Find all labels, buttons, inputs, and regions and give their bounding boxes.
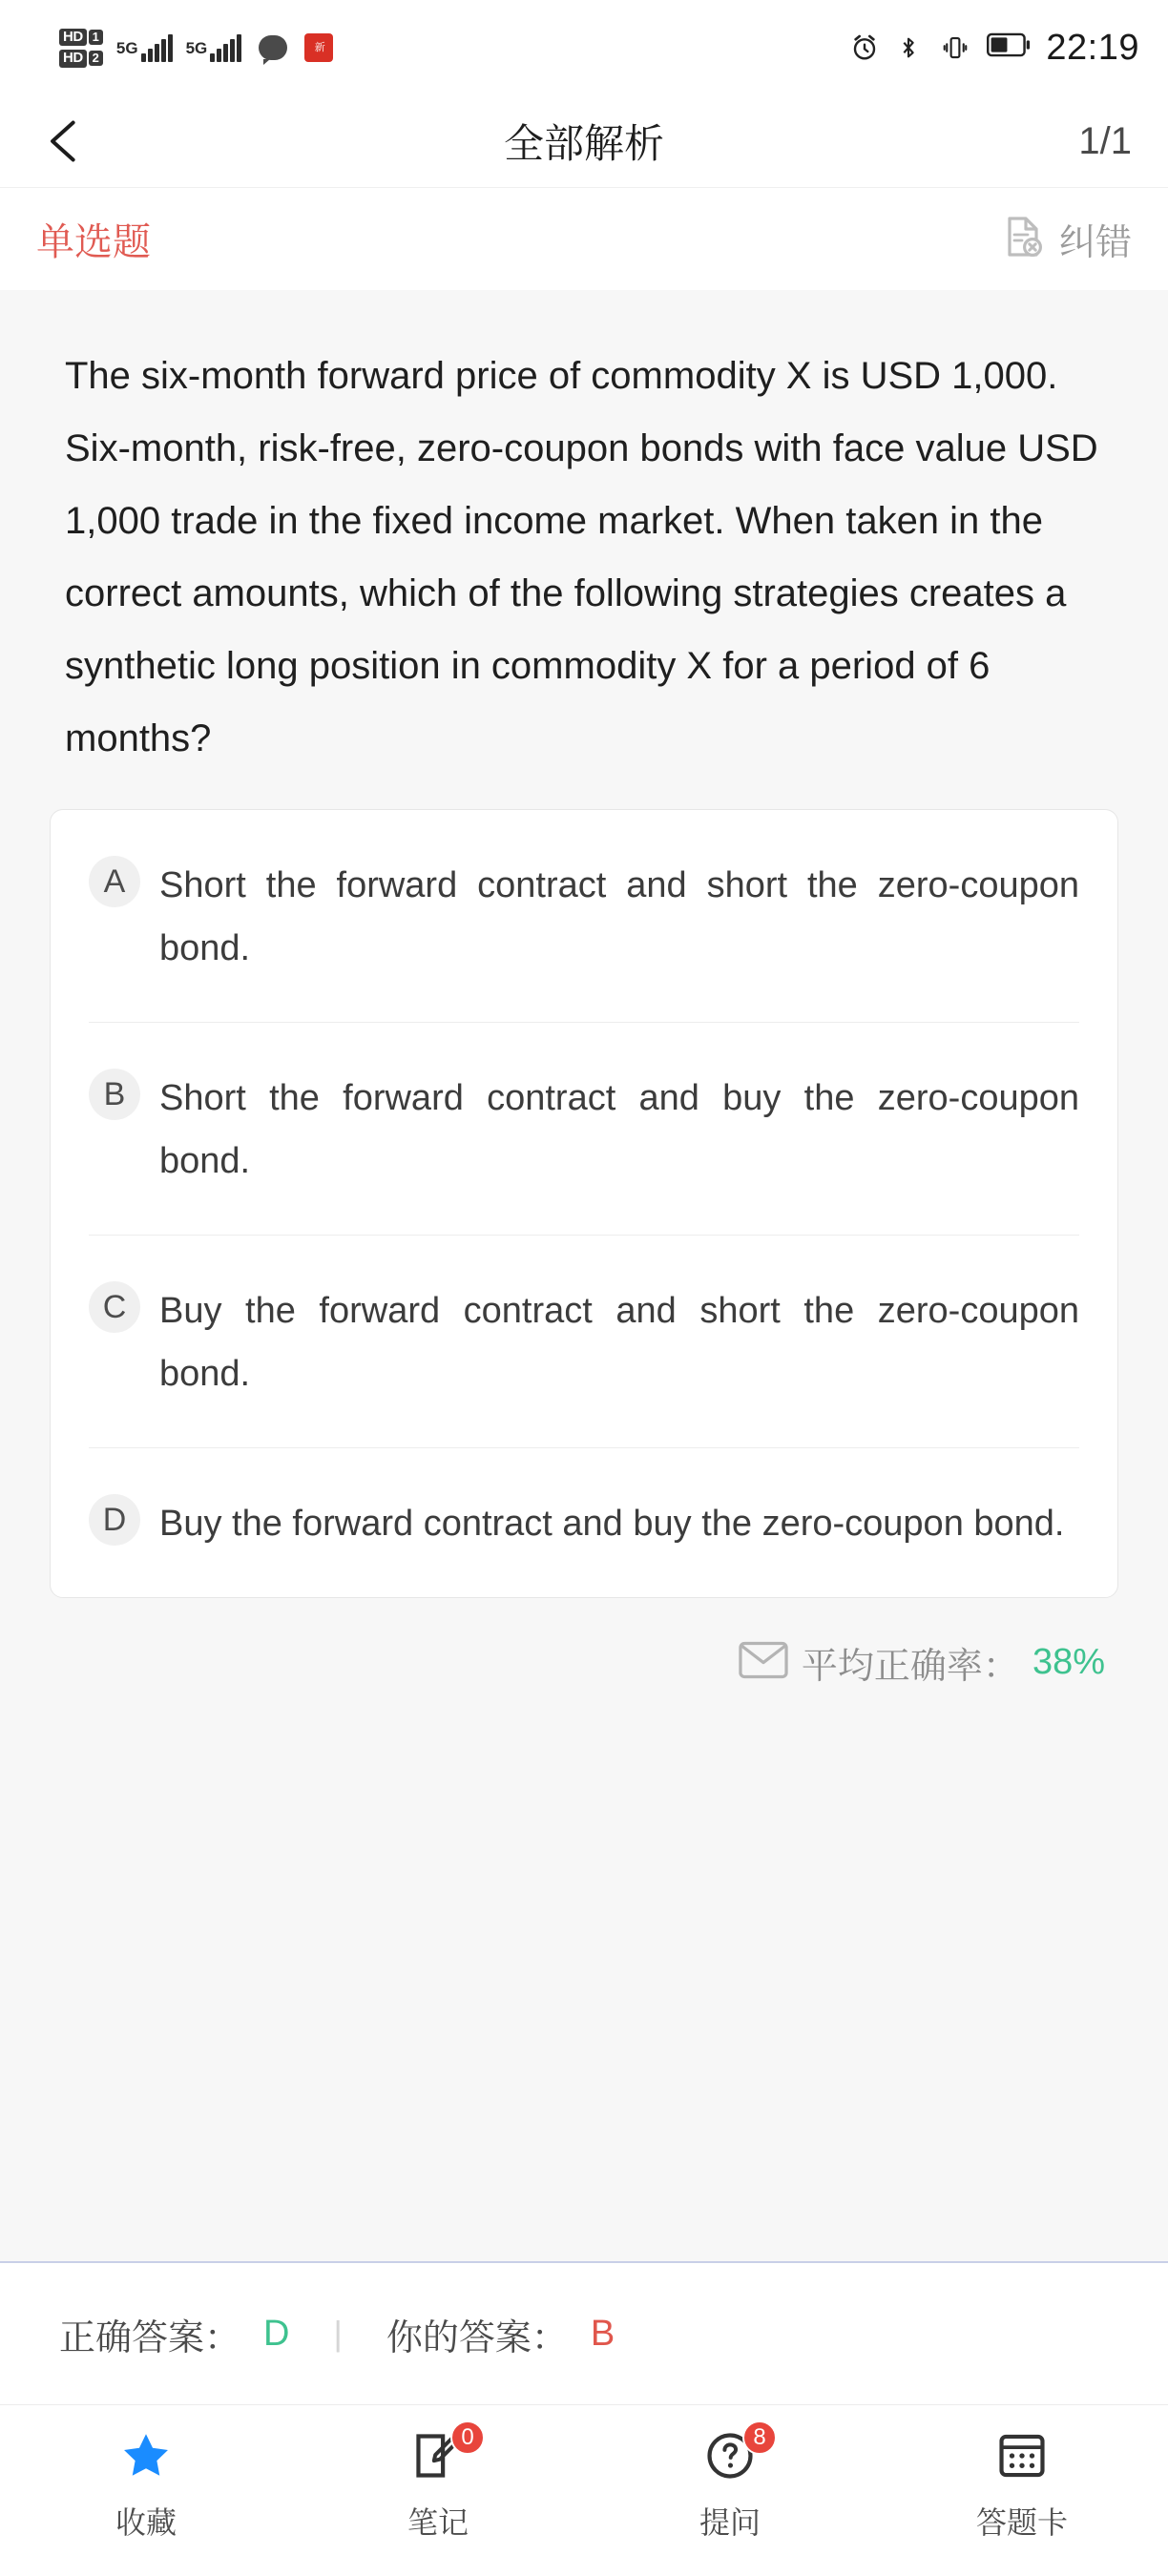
question-counter: 1/1	[1078, 119, 1132, 162]
navigation-bar	[0, 95, 1168, 187]
tab-answer-card-label: 答题卡	[975, 2505, 1068, 2540]
correct-answer-group	[59, 2308, 289, 2360]
hd-badge-2	[59, 50, 103, 68]
signal-bars-icon	[141, 33, 173, 62]
envelope-icon	[739, 1641, 788, 1684]
network-type-label: 5G	[115, 39, 138, 57]
status-bar	[0, 0, 1168, 95]
accuracy-value: 38%	[1032, 1642, 1105, 1682]
alarm-icon	[849, 32, 880, 63]
your-answer-group	[386, 2308, 615, 2360]
option-letter: A	[89, 856, 140, 907]
signal-bars-icon	[210, 33, 241, 62]
hd-badges	[59, 29, 103, 68]
question-scroll-area[interactable]	[0, 290, 1168, 2261]
option-letter: B	[89, 1069, 140, 1120]
status-time: 22:19	[1046, 27, 1139, 68]
bottom-tab-bar	[0, 2404, 1168, 2576]
option-letter: D	[89, 1494, 140, 1546]
signal-group-2	[186, 33, 242, 62]
question-text: The six-month forward price of commodity X is USD 1,000. Six-month, risk-free, zero-coupon bonds with face value USD 1,000 trade in the fixed income market. When taken in the correct amounts, which of the following strategies creates a synthetic long position in commodity X for a period of 6 months?	[65, 355, 1098, 759]
report-error-icon	[1000, 214, 1046, 264]
average-accuracy	[0, 1598, 1168, 1721]
star-icon	[115, 2426, 177, 2485]
notes-badge: 0	[450, 2420, 485, 2455]
signal-group-1	[116, 33, 173, 62]
tab-notes[interactable]	[292, 2426, 584, 2543]
your-answer-label: 你的答案：	[386, 2317, 568, 2358]
question-type-bar	[0, 187, 1168, 290]
tab-answer-card[interactable]	[876, 2426, 1168, 2543]
network-type-label: 5G	[185, 39, 208, 57]
report-error-label: 纠错	[1058, 223, 1132, 263]
option-text: Short the forward contract and buy the zero-coupon bond.	[159, 1078, 1079, 1181]
your-answer-value: B	[590, 2313, 615, 2354]
battery-icon	[987, 32, 1031, 63]
answer-separator: |	[333, 2314, 343, 2353]
hd-sim-number: 1	[89, 30, 103, 45]
ask-badge: 8	[742, 2420, 777, 2455]
option-item[interactable]	[89, 810, 1079, 1023]
note-icon	[407, 2424, 474, 2485]
report-error-button[interactable]	[1000, 213, 1132, 265]
app-notification-icon: 新	[304, 33, 333, 62]
correct-answer-value: D	[263, 2313, 290, 2354]
vibrate-icon	[941, 32, 971, 63]
hd-sim-number: 2	[89, 51, 103, 66]
status-bar-right	[849, 28, 1139, 69]
hd-label-icon: HD	[59, 50, 87, 68]
status-bar-left	[59, 29, 333, 68]
option-item[interactable]	[89, 1023, 1079, 1236]
answer-card-icon	[991, 2426, 1053, 2485]
hd-label-icon: HD	[59, 29, 87, 47]
message-bubble-icon	[259, 35, 287, 60]
option-item[interactable]	[89, 1448, 1079, 1597]
option-letter: C	[89, 1281, 140, 1333]
option-item[interactable]	[89, 1236, 1079, 1448]
tab-ask-label: 提问	[699, 2505, 761, 2540]
back-chevron-icon[interactable]	[36, 113, 94, 170]
options-list	[50, 809, 1118, 1598]
correct-answer-label: 正确答案：	[59, 2317, 241, 2358]
answer-summary-bar	[0, 2261, 1168, 2404]
hd-badge-1	[59, 29, 103, 47]
tab-ask[interactable]	[584, 2426, 876, 2543]
page-title: 全部解析	[503, 121, 664, 166]
question-icon	[699, 2424, 766, 2485]
option-text: Buy the forward contract and buy the zero-coupon bond.	[159, 1504, 1065, 1544]
question-type-label: 单选题	[36, 221, 151, 263]
tab-favorite[interactable]	[0, 2426, 292, 2543]
option-text: Buy the forward contract and short the zero-coupon bond.	[159, 1291, 1079, 1394]
tab-notes-label: 笔记	[407, 2505, 469, 2540]
option-text: Short the forward contract and short the zero-coupon bond.	[159, 865, 1079, 968]
tab-favorite-label: 收藏	[115, 2505, 177, 2540]
accuracy-label: 平均正确率：	[801, 1647, 1019, 1687]
bluetooth-icon	[895, 32, 926, 63]
